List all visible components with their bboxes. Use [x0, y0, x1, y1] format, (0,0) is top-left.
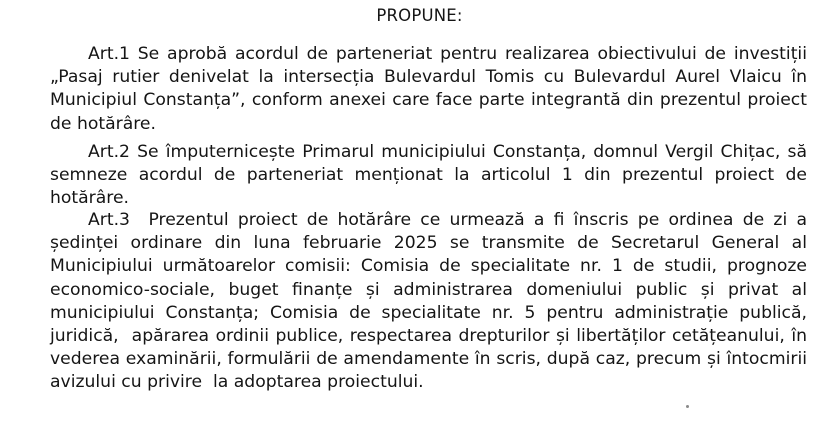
article-3-text: Prezentul proiect de hotărâre ce urmează a fi înscris pe ordinea de zi a ședinței ordinare din luna februarie 2025 se transmite de Secretarul General al Municipiului următoarelor comisii: Comisia de specialitate nr. 1 de studii, prognoze economico-sociale, buget finanțe și administrarea domeniului public și privat al municipiului Constanța; Comisia de specialitate nr. 5 pentru administrație publică, juridică, apărarea ordinii publice, respectarea drepturilor și libertăților cetățeanului, în vederea examinării, formulării de amendamente în scris, după caz, precum și întocmirii avizului cu privire la adoptarea proiectului.	[50, 210, 813, 393]
article-2-label: Art.2	[88, 142, 130, 162]
article-2-text: Se împuternicește Primarul municipiului Constanța, domnul Vergil Chițac, să semneze acordul de parteneriat menționat la articolul 1 din prezentul proiect de hotărâre.	[50, 142, 807, 209]
article-1	[50, 43, 807, 136]
article-3-label: Art.3	[88, 210, 130, 230]
scan-speck	[686, 405, 689, 408]
article-1-label: Art.1	[88, 44, 130, 64]
article-2	[50, 141, 807, 211]
article-3	[50, 209, 813, 395]
article-1-text: Se aprobă acordul de parteneriat pentru realizarea obiectivului de investiții „Pasaj rutier denivelat la intersecția Bulevardul Tomis cu Bulevardul Aurel Vlaicu în Municipiul Constanța”, conform anexei care face parte integrantă din prezentul proiect de hotărâre.	[50, 44, 807, 134]
document-heading: PROPUNE:	[376, 6, 463, 25]
